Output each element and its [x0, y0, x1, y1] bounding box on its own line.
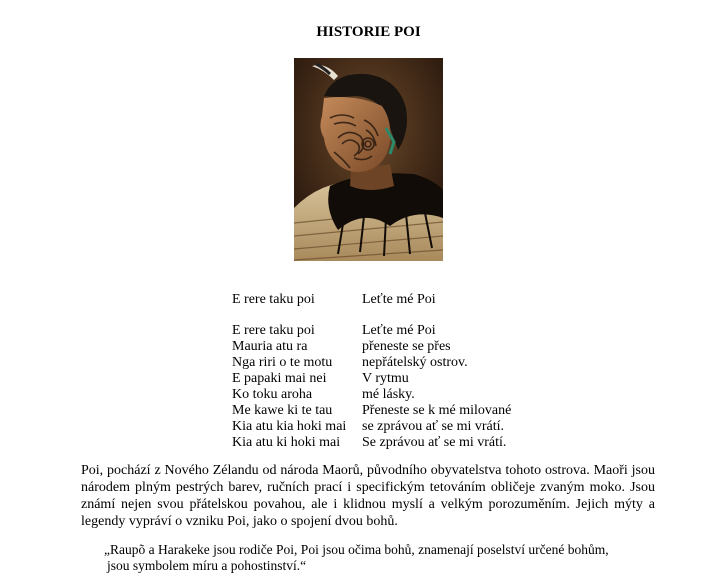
portrait-image — [294, 58, 443, 261]
poem-line-czech: Se zprávou ať se mi vrátí. — [362, 435, 507, 450]
legend-quote — [104, 542, 644, 574]
poem-line-maori: E rere taku poi — [232, 323, 315, 338]
poem-line-czech: se zprávou ať se mi vrátí. — [362, 419, 505, 434]
quote-line-1: „Raupõ a Harakeke jsou rodiče Poi, Poi jsou očima bohů, znamenají poselství určené bohům, — [104, 542, 609, 557]
poem-heading-czech: Leťte mé Poi — [362, 292, 436, 307]
poem-line-maori: Me kawe ki te tau — [232, 403, 333, 418]
poem-line-czech: mé lásky. — [362, 387, 415, 402]
quote-line-2: jsou symbolem míru a pohostinství.“ — [107, 558, 307, 573]
poem-line-czech: Leťte mé Poi — [362, 323, 436, 338]
page-title: HISTORIE POI — [316, 24, 421, 40]
poem-line-czech: V rytmu — [362, 371, 409, 386]
poem-line-maori: Ko toku aroha — [232, 387, 313, 402]
maori-portrait-icon — [294, 58, 443, 261]
history-paragraph: Poi, pochází z Nového Zélandu od národa Maorů, původního obyvatelstva tohoto ostrova. Maoři jsou národem plným pestrých barev, ručních prací i specifickým tetováním obličeje zvaným moko. Jsou známí nejen svou přátelskou povahou, ale i klidnou myslí a velkým porozuměním. Jejich mýty a legendy vypráví o vzniku Poi, jako o spojení dvou bohů. — [81, 463, 655, 529]
poem-line-maori: Kia atu ki hoki mai — [232, 435, 341, 450]
poem-line-maori: Nga riri o te motu — [232, 355, 333, 370]
poem-heading-maori: E rere taku poi — [232, 292, 315, 307]
poem-line-maori: E papaki mai nei — [232, 371, 327, 386]
poem-line-maori: Mauria atu ra — [232, 339, 308, 354]
poem-line-maori: Kia atu kia hoki mai — [232, 419, 347, 434]
poem-line-czech: nepřátelský ostrov. — [362, 355, 468, 370]
poem-line-czech: Přeneste se k mé milované — [362, 403, 512, 418]
poem-line-czech: přeneste se přes — [362, 339, 451, 354]
